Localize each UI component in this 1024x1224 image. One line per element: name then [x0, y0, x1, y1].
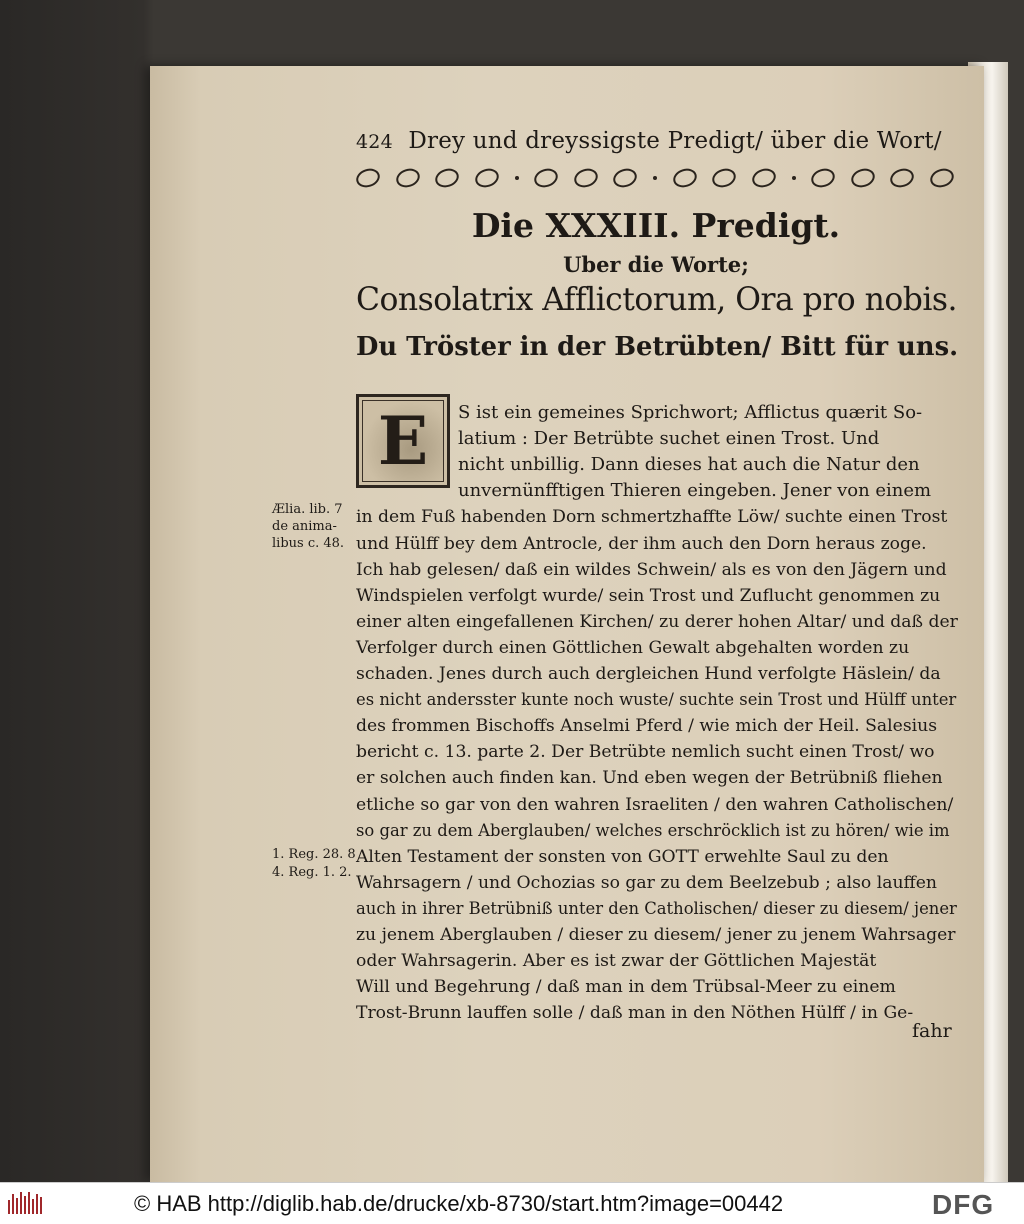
body-line: des frommen Bischoffs Anselmi Pferd / wie mich der Heil. Salesius [356, 716, 938, 737]
latin-heading: Consolatrix Afflictorum, Ora pro nobis. [356, 282, 957, 318]
dfg-logo: DFG [932, 1189, 995, 1220]
credit-link[interactable]: © HAB http://diglib.hab.de/drucke/xb-8730/start.htm?image=00442 [134, 1191, 784, 1216]
body-line: Verfolger durch einen Göttlichen Gewalt abgehalten worden zu [356, 637, 910, 658]
initial-letter: E [362, 400, 444, 482]
hab-logo-icon [8, 1192, 44, 1214]
body-line: schaden. Jenes durch auch dergleichen Hund verfolgte Häslein/ da [356, 664, 941, 684]
running-header [356, 128, 956, 162]
running-title: Drey und dreyssigste Predigt/ über die Wort/ [408, 128, 942, 154]
body-line: Trost-Brunn lauffen solle / daß man in den Nöthen Hülff / in Ge- [356, 1003, 914, 1024]
decorated-initial [356, 394, 450, 488]
ornament-rule [356, 166, 954, 190]
footer-bar [0, 1182, 1024, 1224]
german-heading: Du Tröster in der Betrübten/ Bitt für uns. [356, 332, 959, 362]
body-line: nicht unbillig. Dann dieses hat auch die Natur den [458, 454, 920, 476]
body-line: und Hülff bey dem Antrocle, der ihm auch den Dorn heraus zoge. [356, 533, 927, 554]
body-line: Windspielen verfolgt wurde/ sein Trost und Zuflucht genommen zu [356, 585, 941, 606]
sermon-subtitle: Uber die Worte; [563, 252, 749, 277]
body-line: S ist ein gemeines Sprichwort; Afflictus quærit So- [458, 402, 923, 423]
body-line: bericht c. 13. parte 2. Der Betrübte nemlich sucht einen Trost/ wo [356, 742, 935, 763]
body-line: in dem Fuß habenden Dorn schmertzhaffte Löw/ suchte einen Trost [356, 507, 948, 528]
body-line: etliche so gar von den wahren Israeliten / den wahren Catholischen/ [356, 794, 954, 815]
body-line: latium : Der Betrübte suchet einen Trost. Und [458, 428, 880, 450]
margin-note: de anima- [272, 519, 337, 534]
page-number: 424 [356, 131, 393, 153]
sermon-title: Die XXXIII. Predigt. [471, 206, 841, 245]
body-line: Ich hab gelesen/ daß ein wildes Schwein/ als es von den Jägern und [356, 559, 947, 580]
body-line: unvernünfftigen Thieren eingeben. Jener von einem [458, 480, 932, 502]
body-line: Alten Testament der sonsten von GOTT erwehlte Saul zu den [356, 846, 889, 867]
body-line: er solchen auch finden kan. Und eben wegen der Betrübniß fliehen [356, 768, 943, 789]
body-line: es nicht andersster kunte noch wuste/ suchte sein Trost und Hülff unter [356, 690, 957, 710]
margin-note: libus c. 48. [272, 536, 345, 551]
margin-note: Ælia. lib. 7 [272, 502, 343, 517]
body-line: Wahrsagern / und Ochozias so gar zu dem Beelzebub ; also lauffen [356, 872, 937, 893]
body-line: auch in ihrer Betrübniß unter den Catholischen/ dieser zu diesem/ jener [356, 898, 957, 918]
body-line: so gar zu dem Aberglauben/ welches erschröcklich ist zu hören/ wie im [356, 820, 950, 840]
body-line: einer alten eingefallenen Kirchen/ zu derer hohen Altar/ und daß der [356, 611, 958, 632]
body-line: Will und Begehrung / daß man in dem Trübsal-Meer zu einem [356, 977, 896, 998]
body-line: oder Wahrsagerin. Aber es ist zwar der Göttlichen Majestät [356, 951, 877, 972]
body-line: zu jenem Aberglauben / dieser zu diesem/ jener zu jenem Wahrsager [356, 925, 956, 945]
catchword: fahr [912, 1020, 952, 1042]
margin-note: 4. Reg. 1. 2. [272, 865, 352, 880]
margin-note: 1. Reg. 28. 8 [272, 847, 356, 862]
